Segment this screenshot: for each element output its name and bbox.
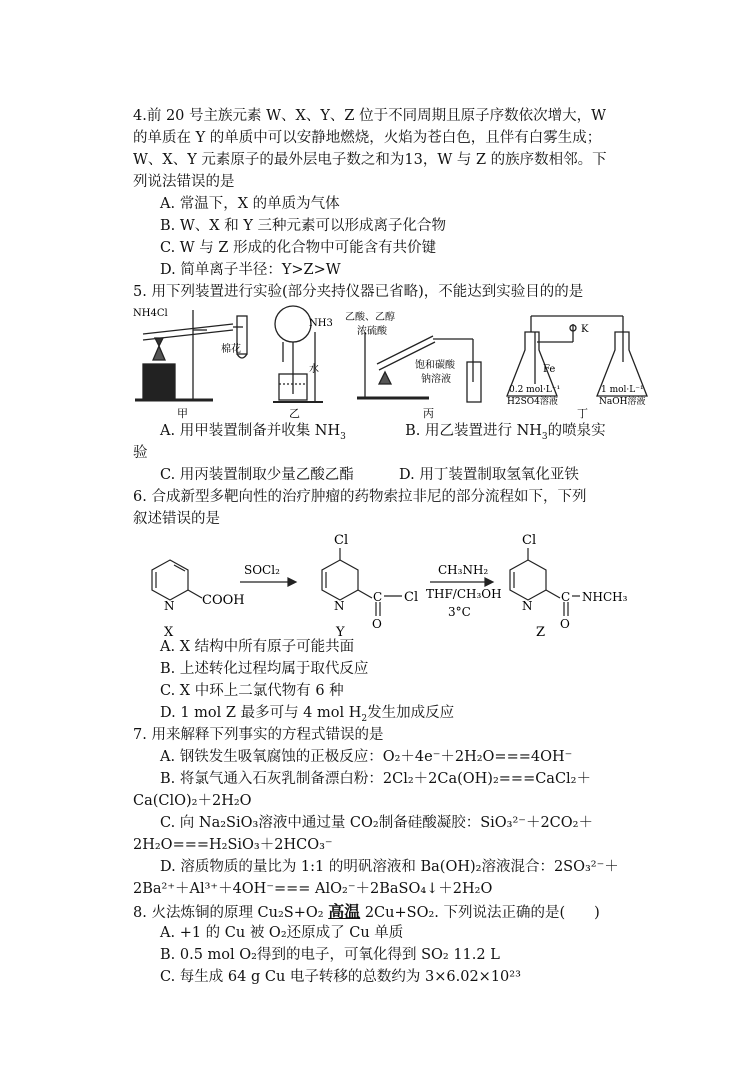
reagent-ch3nh2: CH₃NH₂ bbox=[438, 563, 489, 577]
q6-option-d bbox=[160, 703, 454, 724]
y-label: Y bbox=[336, 625, 345, 640]
q5-apparatus-figure bbox=[133, 302, 648, 420]
ring-y bbox=[322, 560, 358, 600]
x-cooh: COOH bbox=[202, 593, 245, 608]
q7-stem: 7. 用来解释下列事实的方程式错误的是 bbox=[133, 727, 384, 743]
yi-label: 乙 bbox=[289, 407, 300, 420]
q8-option-a: A. +1 的 Cu 被 O₂还原成了 Cu 单质 bbox=[160, 925, 404, 941]
reagent-temp: 3°C bbox=[448, 605, 471, 619]
naoh-bot-label: NaOH溶液 bbox=[599, 397, 646, 407]
q5-option-b-sub: 3 bbox=[541, 431, 548, 442]
h2so4-bot-label: H2SO4溶液 bbox=[507, 397, 558, 407]
q4-option-a: A. 常温下，X 的单质为气体 bbox=[160, 196, 340, 212]
q4-option-c: C. W 与 Z 形成的化合物中可能含有共价键 bbox=[160, 240, 437, 256]
q5-option-a-sub: 3 bbox=[340, 431, 346, 442]
h2so4-top-label: 0.2 mol·L⁻¹ bbox=[509, 385, 561, 395]
z-cl-top: Cl bbox=[522, 533, 537, 548]
q7-option-c-line-2: 2H₂O===H₂SiO₃＋2HCO₃⁻ bbox=[133, 837, 333, 853]
y-ring-n: N bbox=[334, 599, 345, 613]
q4-stem-line-1: 4.前 20 号主族元素 W、X、Y、Z 位于不同周期且原子序数依次增大，W bbox=[133, 108, 606, 124]
q4-stem-line-4: 列说法错误的是 bbox=[133, 174, 235, 190]
q5-option-b-wrap: 验 bbox=[133, 445, 148, 461]
z-ring-n: N bbox=[522, 599, 533, 613]
apparatus-ding bbox=[507, 316, 647, 396]
bing-label: 丙 bbox=[423, 407, 434, 420]
q5-option-d: D. 用丁装置制取氢氧化亚铁 bbox=[399, 467, 579, 483]
q7-option-a: A. 钢铁发生吸氧腐蚀的正极反应：O₂＋4e⁻＋2H₂O===4OH⁻ bbox=[160, 749, 573, 765]
q4-stem-line-2: 的单质在 Y 的单质中可以安静地燃烧，火焰为苍白色，且伴有白雾生成； bbox=[133, 130, 602, 146]
q6-stem-line-1: 6. 合成新型多靶向性的治疗肿瘤的药物索拉非尼的部分流程如下，下列 bbox=[133, 489, 587, 505]
jia-label: 甲 bbox=[177, 407, 188, 420]
q4-option-d: D. 简单离子半径：Y>Z>W bbox=[160, 262, 341, 278]
q6-option-b: B. 上述转化过程均属于取代反应 bbox=[160, 661, 369, 677]
q7-option-d-line-2: 2Ba²⁺＋Al³⁺＋4OH⁻=== AlO₂⁻＋2BaSO₄↓＋2H₂O bbox=[133, 881, 493, 897]
q6-option-a: A. X 结构中所有原子可能共面 bbox=[160, 639, 355, 655]
x-label: X bbox=[164, 625, 174, 640]
z-nhch3: NHCH₃ bbox=[582, 590, 628, 604]
q7-option-b-line-1: B. 将氯气通入石灰乳制备漂白粉：2Cl₂＋2Ca(OH)₂===CaCl₂＋ bbox=[160, 771, 591, 787]
mianhua-label: 棉花 bbox=[221, 344, 241, 355]
y-cl-top: Cl bbox=[334, 533, 349, 548]
q6-option-d-text: D. 1 mol Z 最多可与 4 mol H bbox=[160, 705, 362, 721]
naoh-top-label: 1 mol·L⁻¹ bbox=[601, 385, 644, 395]
sat-top-label: 饱和碳酸 bbox=[415, 360, 455, 371]
q8-stem-text: 8. 火法炼铜的原理 Cu₂S+O₂ bbox=[133, 905, 324, 921]
ding-label: 丁 bbox=[577, 407, 588, 420]
q7-option-b-line-2: Ca(ClO)₂＋2H₂O bbox=[133, 793, 252, 809]
acid-bot-label: 浓硫酸 bbox=[357, 326, 387, 337]
nh3-label: NH3 bbox=[309, 318, 333, 329]
sat-bot-label: 钠溶液 bbox=[421, 374, 451, 385]
z-oxygen: O bbox=[560, 617, 570, 631]
z-carbon: C bbox=[561, 590, 571, 604]
q5-option-b: B. 用乙装置进行 NH bbox=[405, 423, 542, 439]
q6-option-d-tail: 发生加成反应 bbox=[367, 705, 455, 721]
q5-option-a: A. 用甲装置制备并收集 NH bbox=[160, 423, 341, 439]
ring-z bbox=[510, 560, 546, 600]
x-ring-n: N bbox=[164, 599, 175, 613]
shui-label: 水 bbox=[309, 364, 319, 375]
q6-stem-line-2: 叙述错误的是 bbox=[133, 511, 220, 527]
q4-option-b: B. W、X 和 Y 三种元素可以形成离子化合物 bbox=[160, 218, 446, 234]
k-label: K bbox=[581, 324, 589, 335]
q7-option-c-line-1: C. 向 Na₂SiO₃溶液中通过量 CO₂制备硅酸凝胶：SiO₃²⁻＋2CO₂＋ bbox=[160, 815, 593, 831]
q8-option-c: C. 每生成 64 g Cu 电子转移的总数约为 3×6.02×10²³ bbox=[160, 969, 521, 985]
q8-option-b: B. 0.5 mol O₂得到的电子，可氧化得到 SO₂ 11.2 L bbox=[160, 947, 500, 963]
q8-stem bbox=[133, 901, 600, 924]
q6-option-c: C. X 中环上二氯代物有 6 种 bbox=[160, 683, 344, 699]
y-carbon: C bbox=[373, 590, 383, 604]
q5-options-cd bbox=[160, 465, 579, 486]
q8-condition: 高温 bbox=[328, 902, 361, 921]
q7-option-d-line-1: D. 溶质物质的量比为 1:1 的明矾溶液和 Ba(OH)₂溶液混合：2SO₃²⁻＋ bbox=[160, 859, 619, 875]
nh4cl-label: NH4Cl bbox=[133, 308, 168, 319]
q8-stem-tail: 2Cu+SO₂. 下列说法正确的是( ) bbox=[364, 905, 600, 921]
q4-stem-line-3: W、X、Y 元素原子的最外层电子数之和为13，W 与 Z 的族序数相邻。下 bbox=[133, 152, 607, 168]
z-label: Z bbox=[536, 625, 546, 640]
q5-stem: 5. 用下列装置进行实验(部分夹持仪器已省略)，不能达到实验目的的是 bbox=[133, 284, 584, 300]
y-cl-acyl: Cl bbox=[404, 590, 419, 605]
fe-label: Fe bbox=[543, 364, 556, 375]
q5-option-b-tail: 的喷泉实 bbox=[547, 423, 606, 439]
reagent-socl2: SOCl₂ bbox=[244, 563, 280, 577]
reagent-thf: THF/CH₃OH bbox=[426, 587, 502, 601]
q6-synthesis-scheme bbox=[140, 530, 630, 640]
acid-top-label: 乙酸、乙醇 bbox=[345, 312, 395, 323]
apparatus-jia bbox=[135, 310, 247, 400]
q5-options-ab bbox=[160, 421, 606, 442]
q5-option-c: C. 用丙装置制取少量乙酸乙酯 bbox=[160, 467, 354, 483]
ring-x bbox=[152, 560, 188, 600]
y-oxygen: O bbox=[372, 617, 382, 631]
q6-option-d-sub: 2 bbox=[361, 713, 368, 724]
